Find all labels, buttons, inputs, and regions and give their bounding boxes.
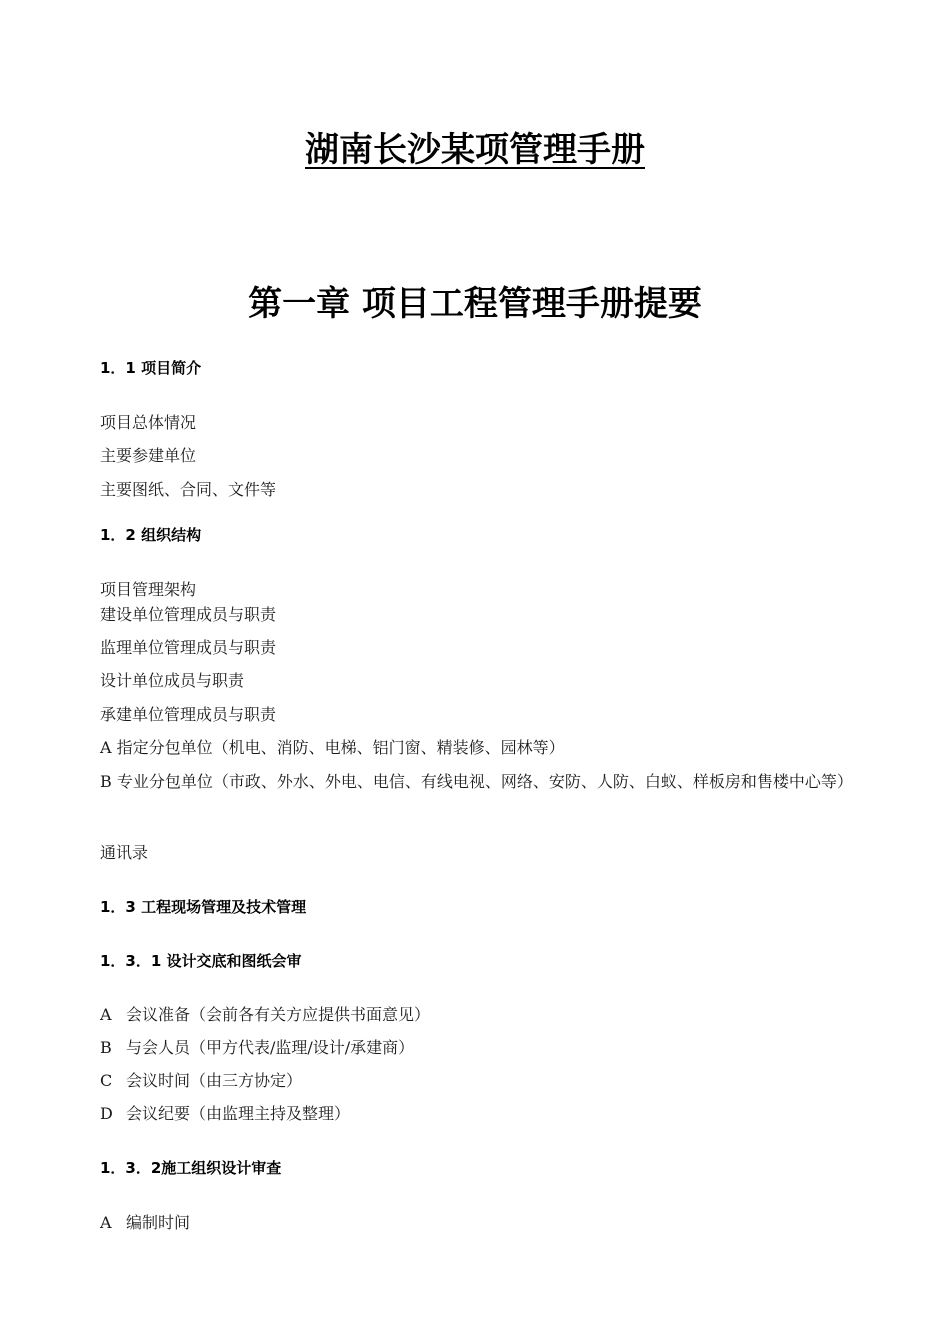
section-heading-1-1: 1．1 项目简介 bbox=[100, 359, 202, 377]
list-item bbox=[100, 1106, 350, 1122]
list-item bbox=[100, 1040, 414, 1056]
item-text: 会议时间（由三方协定） bbox=[126, 1071, 303, 1090]
item-tag: C bbox=[100, 1071, 113, 1090]
section-heading-1-3: 1．3 工程现场管理及技术管理 bbox=[100, 898, 307, 916]
list-item: 项目总体情况 bbox=[100, 413, 197, 432]
section-heading-1-2: 1．2 组织结构 bbox=[100, 526, 202, 544]
section-heading-1-3-2: 1．3．2施工组织设计审查 bbox=[100, 1159, 282, 1177]
list-item: 建设单位管理成员与职责 bbox=[100, 605, 277, 624]
list-item: 承建单位管理成员与职责 bbox=[100, 705, 277, 724]
list-item: 主要图纸、合同、文件等 bbox=[100, 480, 277, 499]
list-item: 主要参建单位 bbox=[100, 446, 197, 465]
list-item bbox=[100, 1007, 430, 1023]
item-tag: A bbox=[100, 1005, 112, 1024]
list-item: 监理单位管理成员与职责 bbox=[100, 638, 277, 657]
document-title: 湖南长沙某项管理手册 bbox=[305, 130, 645, 170]
list-item: 通讯录 bbox=[100, 843, 149, 862]
list-item bbox=[100, 1215, 190, 1231]
list-item: 项目管理架构 bbox=[100, 580, 197, 599]
item-text: 与会人员（甲方代表/监理/设计/承建商） bbox=[126, 1038, 415, 1057]
chapter-title: 第一章 项目工程管理手册提要 bbox=[248, 284, 702, 324]
item-tag: A bbox=[100, 1213, 112, 1232]
item-text: 会议纪要（由监理主持及整理） bbox=[126, 1104, 351, 1123]
section-heading-1-3-1: 1．3．1 设计交底和图纸会审 bbox=[100, 952, 302, 970]
list-item bbox=[100, 1073, 302, 1089]
item-text: 会议准备（会前各有关方应提供书面意见） bbox=[126, 1005, 431, 1024]
list-item: B 专业分包单位（市政、外水、外电、电信、有线电视、网络、安防、人防、白蚁、样板房和售楼中心等） bbox=[100, 772, 853, 791]
item-text: 编制时间 bbox=[126, 1213, 191, 1232]
item-tag: D bbox=[100, 1104, 113, 1123]
list-item: 设计单位成员与职责 bbox=[100, 671, 245, 690]
item-tag: B bbox=[100, 1038, 112, 1057]
list-item: A 指定分包单位（机电、消防、电梯、铝门窗、精装修、园林等） bbox=[100, 738, 565, 757]
